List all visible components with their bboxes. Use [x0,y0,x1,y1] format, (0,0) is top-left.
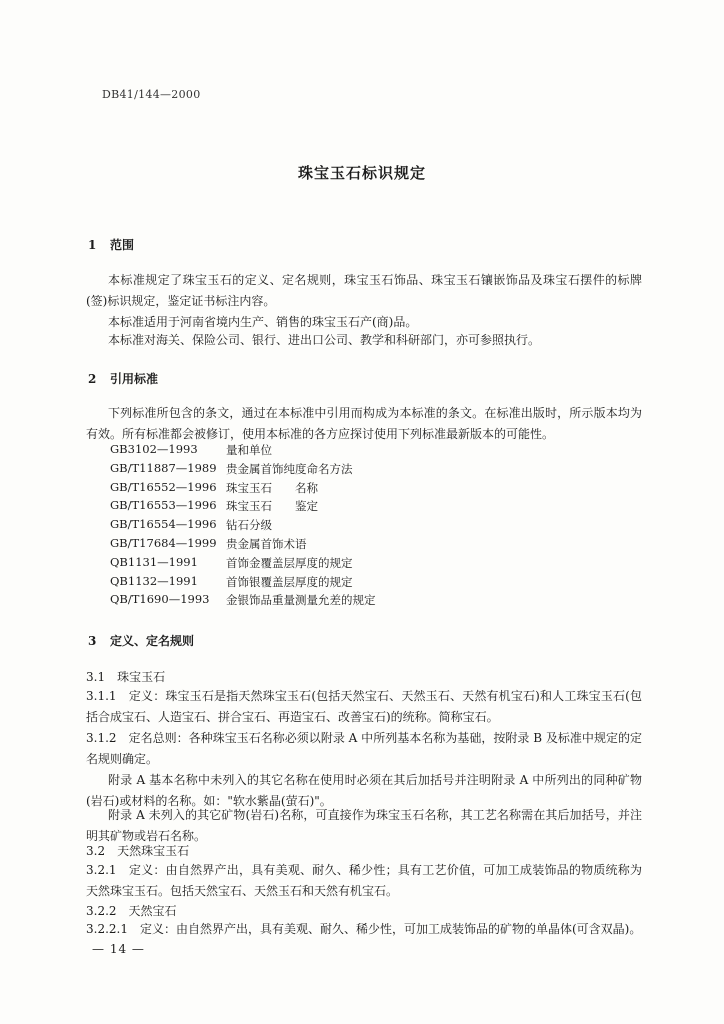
reference-code: QB/T1690—1993 [110,592,210,607]
reference-title: 珠宝玉石 鉴定 [226,499,318,514]
clause-3-1-2: 3.1.2 定名总则：各种珠宝玉石名称必须以附录 A 中所列基本名称为基础，按附录 B 及标准中规定的定名规则确定。 [86,731,642,766]
page-number: — 14 — [92,942,145,956]
section-1-heading [88,236,134,253]
reference-title: 首饰金覆盖层厚度的规定 [226,555,353,570]
clause-3-2-2-1: 3.2.2.1 定义：由自然界产出，具有美观、耐久、稀少性，可加工成装饰品的矿物的单晶体(可含双晶)。 [86,922,642,936]
clause-3-1-1: 3.1.1 定义：珠宝玉石是指天然珠宝玉石(包括天然宝石、天然玉石、天然有机宝石)和人工珠宝玉石(包括合成宝石、人造宝石、拼合宝石、再造宝石、改善宝石)的统称。简称宝石。 [86,689,642,724]
reference-title: 量和单位 [226,443,272,457]
clause-3-2-1: 3.2.1 定义：由自然界产出，具有美观、耐久、稀少性；具有工艺价值，可加工成装饰品的物质统称为天然珠宝玉石。包括天然宝石、天然玉石和天然有机宝石。 [86,863,642,898]
appendix-a-note-1: 附录 A 基本名称中未列入的其它名称在使用时必须在其后加括号并注明附录 A 中所列出的同种矿物(岩石)或材料的名称。如："软水紫晶(萤石)"。 [86,773,642,808]
reference-title: 珠宝玉石 名称 [226,480,318,495]
reference-title: 钻石分级 [226,518,272,533]
section-title: 定义、定名规则 [110,634,195,648]
reference-code: GB3102—1993 [110,442,198,456]
section-1-paragraph-2: 本标准适用于河南省境内生产、销售的珠宝玉石产(商)品。 [108,315,418,329]
subsection-3-1: 3.1 珠宝玉石 [86,670,166,684]
section-1-paragraph-3: 本标准对海关、保险公司、银行、进出口公司、教学和科研部门，亦可参照执行。 [108,333,541,347]
subsection-3-2-2: 3.2.2 天然宝石 [86,904,177,918]
subsection-3-2: 3.2 天然珠宝玉石 [86,844,190,858]
reference-code: GB/T16552—1996 [110,479,217,494]
reference-code: GB/T11887—1989 [110,460,217,475]
reference-code: GB/T17684—1999 [110,535,217,550]
reference-code: QB1132—1991 [110,573,198,588]
section-1-paragraph-1: 本标准规定了珠宝玉石的定义、定名规则，珠宝玉石饰品、珠宝玉石镶嵌饰品及珠宝石摆件的标牌(签)标识规定，鉴定证书标注内容。 [86,273,642,308]
section-title: 范围 [110,238,135,252]
reference-code: GB/T16554—1996 [110,517,217,532]
section-2-heading [88,370,158,387]
appendix-a-note-2: 附录 A 未列入的其它矿物(岩石)名称，可直接作为珠宝玉石名称，其工艺名称需在其后加括号，并注明其矿物或岩石名称。 [86,808,642,843]
reference-code: QB1131—1991 [110,554,198,569]
section-2-intro: 下列标准所包含的条文，通过在本标准中引用而构成为本标准的条文。在标准出版时，所示版本均为有效。所有标准都会被修订，使用本标准的各方应探讨使用下列标准最新版本的可能性。 [86,406,642,441]
doc-number: DB41/144—2000 [102,88,201,101]
reference-code: GB/T16553—1996 [110,498,217,513]
section-title: 引用标准 [110,372,159,386]
section-3-heading [88,632,194,649]
page-title: 珠宝玉石标识规定 [297,164,426,182]
reference-title: 金银饰品重量测量允差的规定 [226,593,376,608]
reference-title: 首饰银覆盖层厚度的规定 [226,574,353,589]
section-number: 3 [88,634,97,648]
section-number: 1 [88,238,97,252]
reference-title: 贵金属首饰纯度命名方法 [226,461,353,476]
reference-title: 贵金属首饰术语 [226,536,307,551]
section-number: 2 [88,372,97,386]
